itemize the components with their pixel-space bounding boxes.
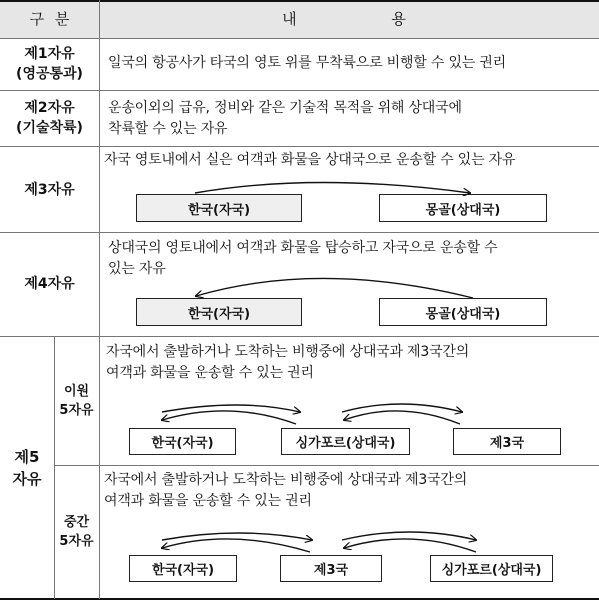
arrow-singapore-to-third (344, 539, 476, 552)
header-category: 구 분 (29, 10, 70, 28)
country-box-korea: 한국(자국) (136, 298, 302, 326)
row-label-fourth-freedom: 제4자유 (24, 276, 75, 292)
country-box-singapore: 싱가포르(상대국) (430, 555, 553, 582)
sub-desc-beyond-fifth: 자국에서 출발하거나 도착하는 비행중에 상대국과 제3국간의 여객과 화물을 운송할 수 있는 권리 (106, 344, 470, 381)
row-label-second-freedom: 제2자유 (기술착륙) (16, 100, 83, 136)
country-box-korea: 한국(자국) (129, 555, 237, 582)
header-content: 내 용 (282, 10, 406, 28)
country-box-mongolia: 몽골(상대국) (379, 298, 547, 326)
arrow-korea-to-mongolia (195, 183, 470, 194)
arrow-mongolia-to-korea (196, 278, 473, 298)
row-desc-first-freedom: 일국의 항공사가 타국의 영토 위를 무착륙으로 비행할 수 있는 권리 (108, 55, 506, 71)
row-desc-fourth-freedom: 상대국의 영토내에서 여객과 화물을 탑승하고 자국으로 운송할 수 있는 자유 (108, 240, 498, 277)
arrow-singapore-to-korea (162, 411, 296, 424)
country-box-third: 제3국 (280, 555, 382, 582)
sub-desc-intermediate-fifth: 자국에서 출발하거나 도착하는 비행중에 상대국과 제3국간의 여객과 화물을 운송할 수 있는 권리 (104, 472, 468, 509)
row-label-fifth-freedom: 제5 자유 (12, 448, 42, 488)
country-box-third: 제3국 (453, 428, 561, 455)
sub-label-beyond-fifth: 이원 5자유 (59, 384, 94, 418)
country-box-korea: 한국(자국) (129, 428, 236, 455)
row-desc-second-freedom: 운송이외의 급유, 정비와 같은 기술적 목적을 위해 상대국에 착륙할 수 있는 자유 (108, 100, 462, 137)
arrow-third-to-singapore (344, 411, 460, 424)
sub-label-intermediate-fifth: 중간 5자유 (59, 515, 94, 549)
row-desc-third-freedom: 자국 영토내에서 실은 여객과 화물을 상대국으로 운송할 수 있는 자유 (104, 152, 516, 168)
row-label-third-freedom: 제3자유 (24, 182, 75, 198)
country-box-mongolia: 몽골(상대국) (379, 194, 547, 222)
row-label-first-freedom: 제1자유 (영공통과) (16, 46, 83, 82)
arrow-third-to-korea (162, 539, 310, 552)
country-box-korea: 한국(자국) (136, 194, 302, 222)
country-box-singapore: 싱가포르(상대국) (281, 428, 410, 455)
